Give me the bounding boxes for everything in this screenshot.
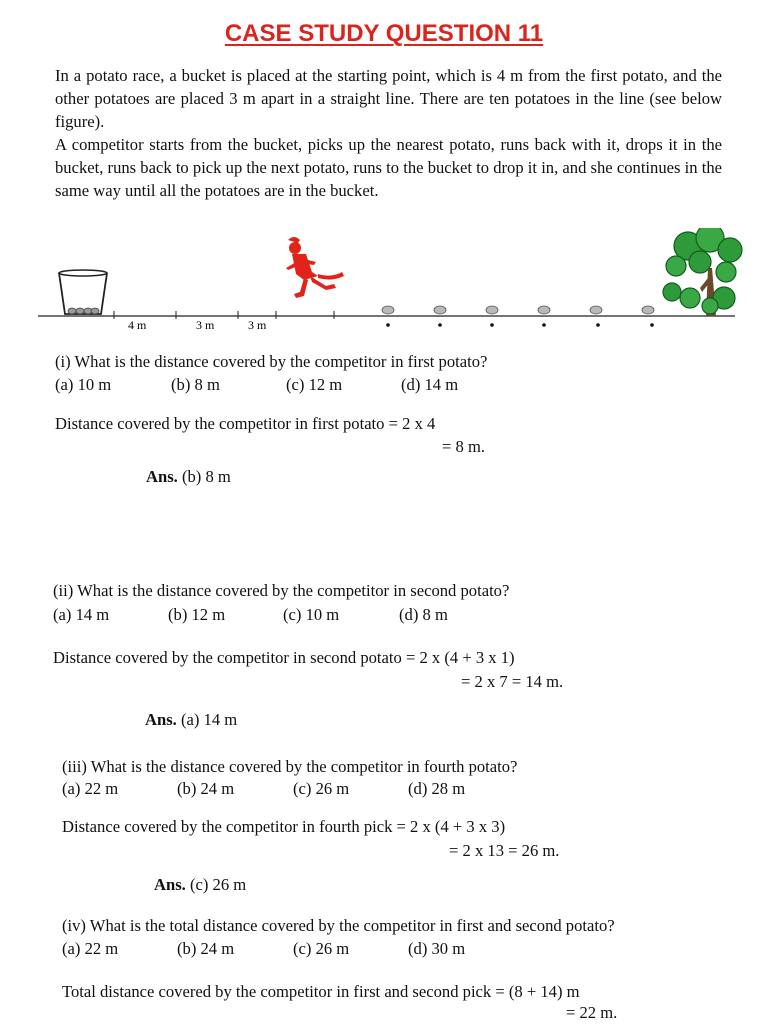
option-1b: (b) 8 m (171, 375, 220, 394)
page-title: CASE STUDY QUESTION 11 (224, 20, 544, 47)
option-1c: (c) 12 m (286, 375, 343, 394)
answer-1 (146, 466, 231, 488)
answer-2 (145, 709, 237, 731)
option-3b: (b) 24 m (177, 779, 235, 798)
solution-3-line-2: = 2 x 13 = 26 m. (449, 841, 560, 860)
option-2c: (c) 10 m (283, 605, 340, 624)
potato-race-figure (0, 228, 768, 338)
intro-paragraph-2: A competitor starts from the bucket, picks up the nearest potato, runs back with it, drops it in the bucket, runs back to pick up the next potato, runs to the bucket to drop it in, and she continues in the same way until all the potatoes are in the bucket. (55, 135, 722, 200)
answer-1-value: (b) 8 m (181, 467, 231, 486)
options-1 (55, 374, 555, 396)
options-3 (62, 778, 562, 800)
options-4 (62, 938, 562, 960)
option-3c: (c) 26 m (293, 779, 350, 798)
option-2b: (b) 12 m (168, 605, 226, 624)
question-2: (ii) What is the distance covered by the competitor in second potato? (53, 581, 510, 600)
solution-3-line-1: Distance covered by the competitor in fourth pick = 2 x (4 + 3 x 3) (62, 817, 506, 836)
potato-dots (386, 323, 654, 327)
option-1a: (a) 10 m (55, 375, 112, 394)
option-4b: (b) 24 m (177, 939, 235, 958)
potato-row (382, 306, 654, 314)
option-4a: (a) 22 m (62, 939, 119, 958)
option-2d: (d) 8 m (399, 605, 448, 624)
answer-1-label: Ans. (146, 467, 178, 486)
option-3a: (a) 22 m (62, 779, 119, 798)
solution-1-line-1: Distance covered by the competitor in first potato = 2 x 4 (55, 414, 436, 433)
question-3: (iii) What is the distance covered by the competitor in fourth potato? (62, 757, 518, 776)
option-4c: (c) 26 m (293, 939, 350, 958)
question-1: (i) What is the distance covered by the competitor in first potato? (55, 352, 488, 371)
solution-4-line-1: Total distance covered by the competitor in first and second pick = (8 + 14) m (62, 982, 580, 1001)
answer-2-value: (a) 14 m (180, 710, 238, 729)
solution-4-line-2: = 22 m. (566, 1003, 618, 1022)
option-1d: (d) 14 m (401, 375, 459, 394)
options-2 (53, 604, 553, 626)
solution-2-line-1: Distance covered by the competitor in second potato = 2 x (4 + 3 x 1) (53, 648, 515, 667)
distance-label-3: 3 m (248, 318, 267, 332)
runner-icon (286, 237, 344, 298)
solution-1-line-2: = 8 m. (442, 437, 486, 456)
answer-3 (154, 874, 246, 896)
question-4: (iv) What is the total distance covered by the competitor in first and second potato? (62, 916, 615, 935)
answer-3-label: Ans. (154, 875, 186, 894)
option-3d: (d) 28 m (408, 779, 466, 798)
option-2a: (a) 14 m (53, 605, 110, 624)
option-4d: (d) 30 m (408, 939, 466, 958)
intro-paragraph-1: In a potato race, a bucket is placed at the starting point, which is 4 m from the first potato, and the other potatoes are placed 3 m apart in a straight line. There are ten potatoes in the line (see below figure). (55, 66, 722, 131)
distance-label-2: 3 m (196, 318, 215, 332)
problem-statement (55, 64, 722, 202)
answer-2-label: Ans. (145, 710, 177, 729)
solution-2-line-2: = 2 x 7 = 14 m. (461, 672, 564, 691)
answer-3-value: (c) 26 m (189, 875, 247, 894)
distance-ticks (114, 311, 334, 319)
bucket-icon (59, 270, 107, 314)
tree-icon (663, 228, 742, 316)
distance-label-1: 4 m (128, 318, 147, 332)
